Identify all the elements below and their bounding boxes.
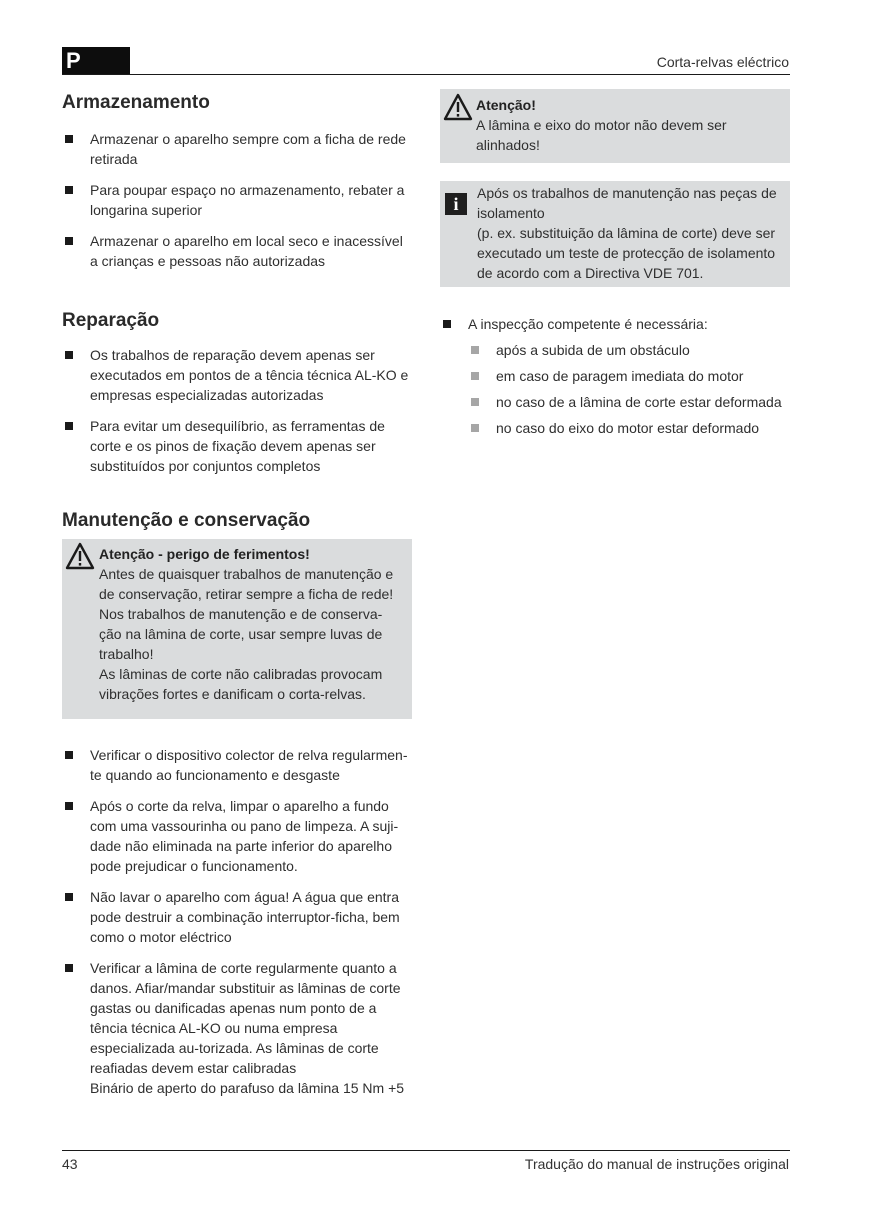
list-item: Verificar o dispositivo colector de relva regularmen-te quando ao funcionamento e desgaste [62,745,412,785]
sub-bullet-icon [471,346,479,354]
sub-bullet-icon [471,424,479,432]
bullet-icon [65,422,73,430]
info-icon: i [445,193,467,215]
list-item: Verificar a lâmina de corte regularmente quanto a danos. Afiar/mandar substituir as lâminas de corte gastas ou danificadas apenas num ponto de a tência técnica AL-KO ou numa empresa especializada au-torizada. As lâminas de corte reafiadas devem estar calibradas Binário de aperto do parafuso da lâmina 15 Nm +5 [62,958,412,1098]
list-item: Os trabalhos de reparação devem apenas ser executados em pontos de a tência técnica AL-KO e empresas especializadas autorizadas [62,345,412,405]
warning-triangle-icon [65,542,95,570]
bullet-icon [65,802,73,810]
language-code: P [66,48,81,73]
header-rule [62,74,790,75]
storage-heading: Armazenamento [62,92,210,113]
bullet-icon [65,751,73,759]
sub-bullet-icon [471,372,479,380]
sublist-item: no caso de a lâmina de corte estar deformada [468,392,790,412]
alignment-warning-title: Atenção! [476,97,536,113]
repair-list [62,345,412,487]
footer-title: Tradução do manual de instruções original [524,1156,789,1172]
bullet-icon [65,893,73,901]
list-item: Para evitar um desequilíbrio, as ferramentas de corte e os pinos de fixação devem apenas ser substituídos por conjuntos completos [62,416,412,476]
torque-spec: Binário de aperto do parafuso da lâmina 15 Nm +5 [90,1080,405,1096]
injury-warning-title: Atenção - perigo de ferimentos! [99,546,310,562]
bullet-icon [65,135,73,143]
injury-warning-text: Nos trabalhos de manutenção e de conserva-ção na lâmina de corte, usar sempre luvas de trabalho! [99,606,383,662]
language-badge [62,47,130,75]
storage-list [62,129,412,282]
bullet-icon [65,237,73,245]
list-item: Armazenar o aparelho em local seco e inacessível a crianças e pessoas não autorizadas [62,231,412,271]
sub-bullet-icon [471,398,479,406]
list-item: Após o corte da relva, limpar o aparelho a fundo com uma vassourinha ou pano de limpeza. A suji-dade não eliminada na parte inferior do aparelho pode prejudicar o funcionamento. [62,796,412,876]
sublist-item: em caso de paragem imediata do motor [468,366,790,386]
bullet-icon [65,964,73,972]
list-item: Não lavar o aparelho com água! A água que entra pode destruir a combinação interruptor-ficha, bem como o motor eléctrico [62,887,412,947]
injury-warning-box [62,539,412,719]
insulation-info-box [440,181,790,287]
maintenance-list [62,745,412,1109]
list-item: A inspecção competente é necessária: [440,314,790,334]
insulation-info-text: Após os trabalhos de manutenção nas peças de isolamento [477,185,777,221]
list-item: Armazenar o aparelho sempre com a ficha de rede retirada [62,129,412,169]
injury-warning-text: Antes de quaisquer trabalhos de manutenção e de conservação, retirar sempre a ficha de rede! [99,566,394,602]
inspection-sublist [468,340,790,444]
sublist-item: no caso do eixo do motor estar deformado [468,418,790,438]
bullet-icon [443,320,451,328]
alignment-warning-text: A lâmina e eixo do motor não devem ser alinhados! [476,117,727,153]
page-number: 43 [62,1156,78,1172]
header-title: Corta-relvas eléctrico [656,54,789,70]
bullet-icon [65,186,73,194]
list-item: Para poupar espaço no armazenamento, rebater a longarina superior [62,180,412,220]
maintenance-heading: Manutenção e conservação [62,510,311,531]
insulation-info-text: (p. ex. substituição da lâmina de corte) deve ser executado um teste de protecção de isolamento de acordo com a Directiva VDE 701. [477,225,776,281]
injury-warning-text: As lâminas de corte não calibradas provocam vibrações fortes e danificam o corta-relvas. [99,666,383,702]
alignment-warning-box [440,89,790,163]
warning-triangle-icon [443,93,473,121]
bullet-icon [65,351,73,359]
repair-heading: Reparação [62,310,160,331]
sublist-item: após a subida de um obstáculo [468,340,790,360]
footer-rule [62,1150,790,1151]
